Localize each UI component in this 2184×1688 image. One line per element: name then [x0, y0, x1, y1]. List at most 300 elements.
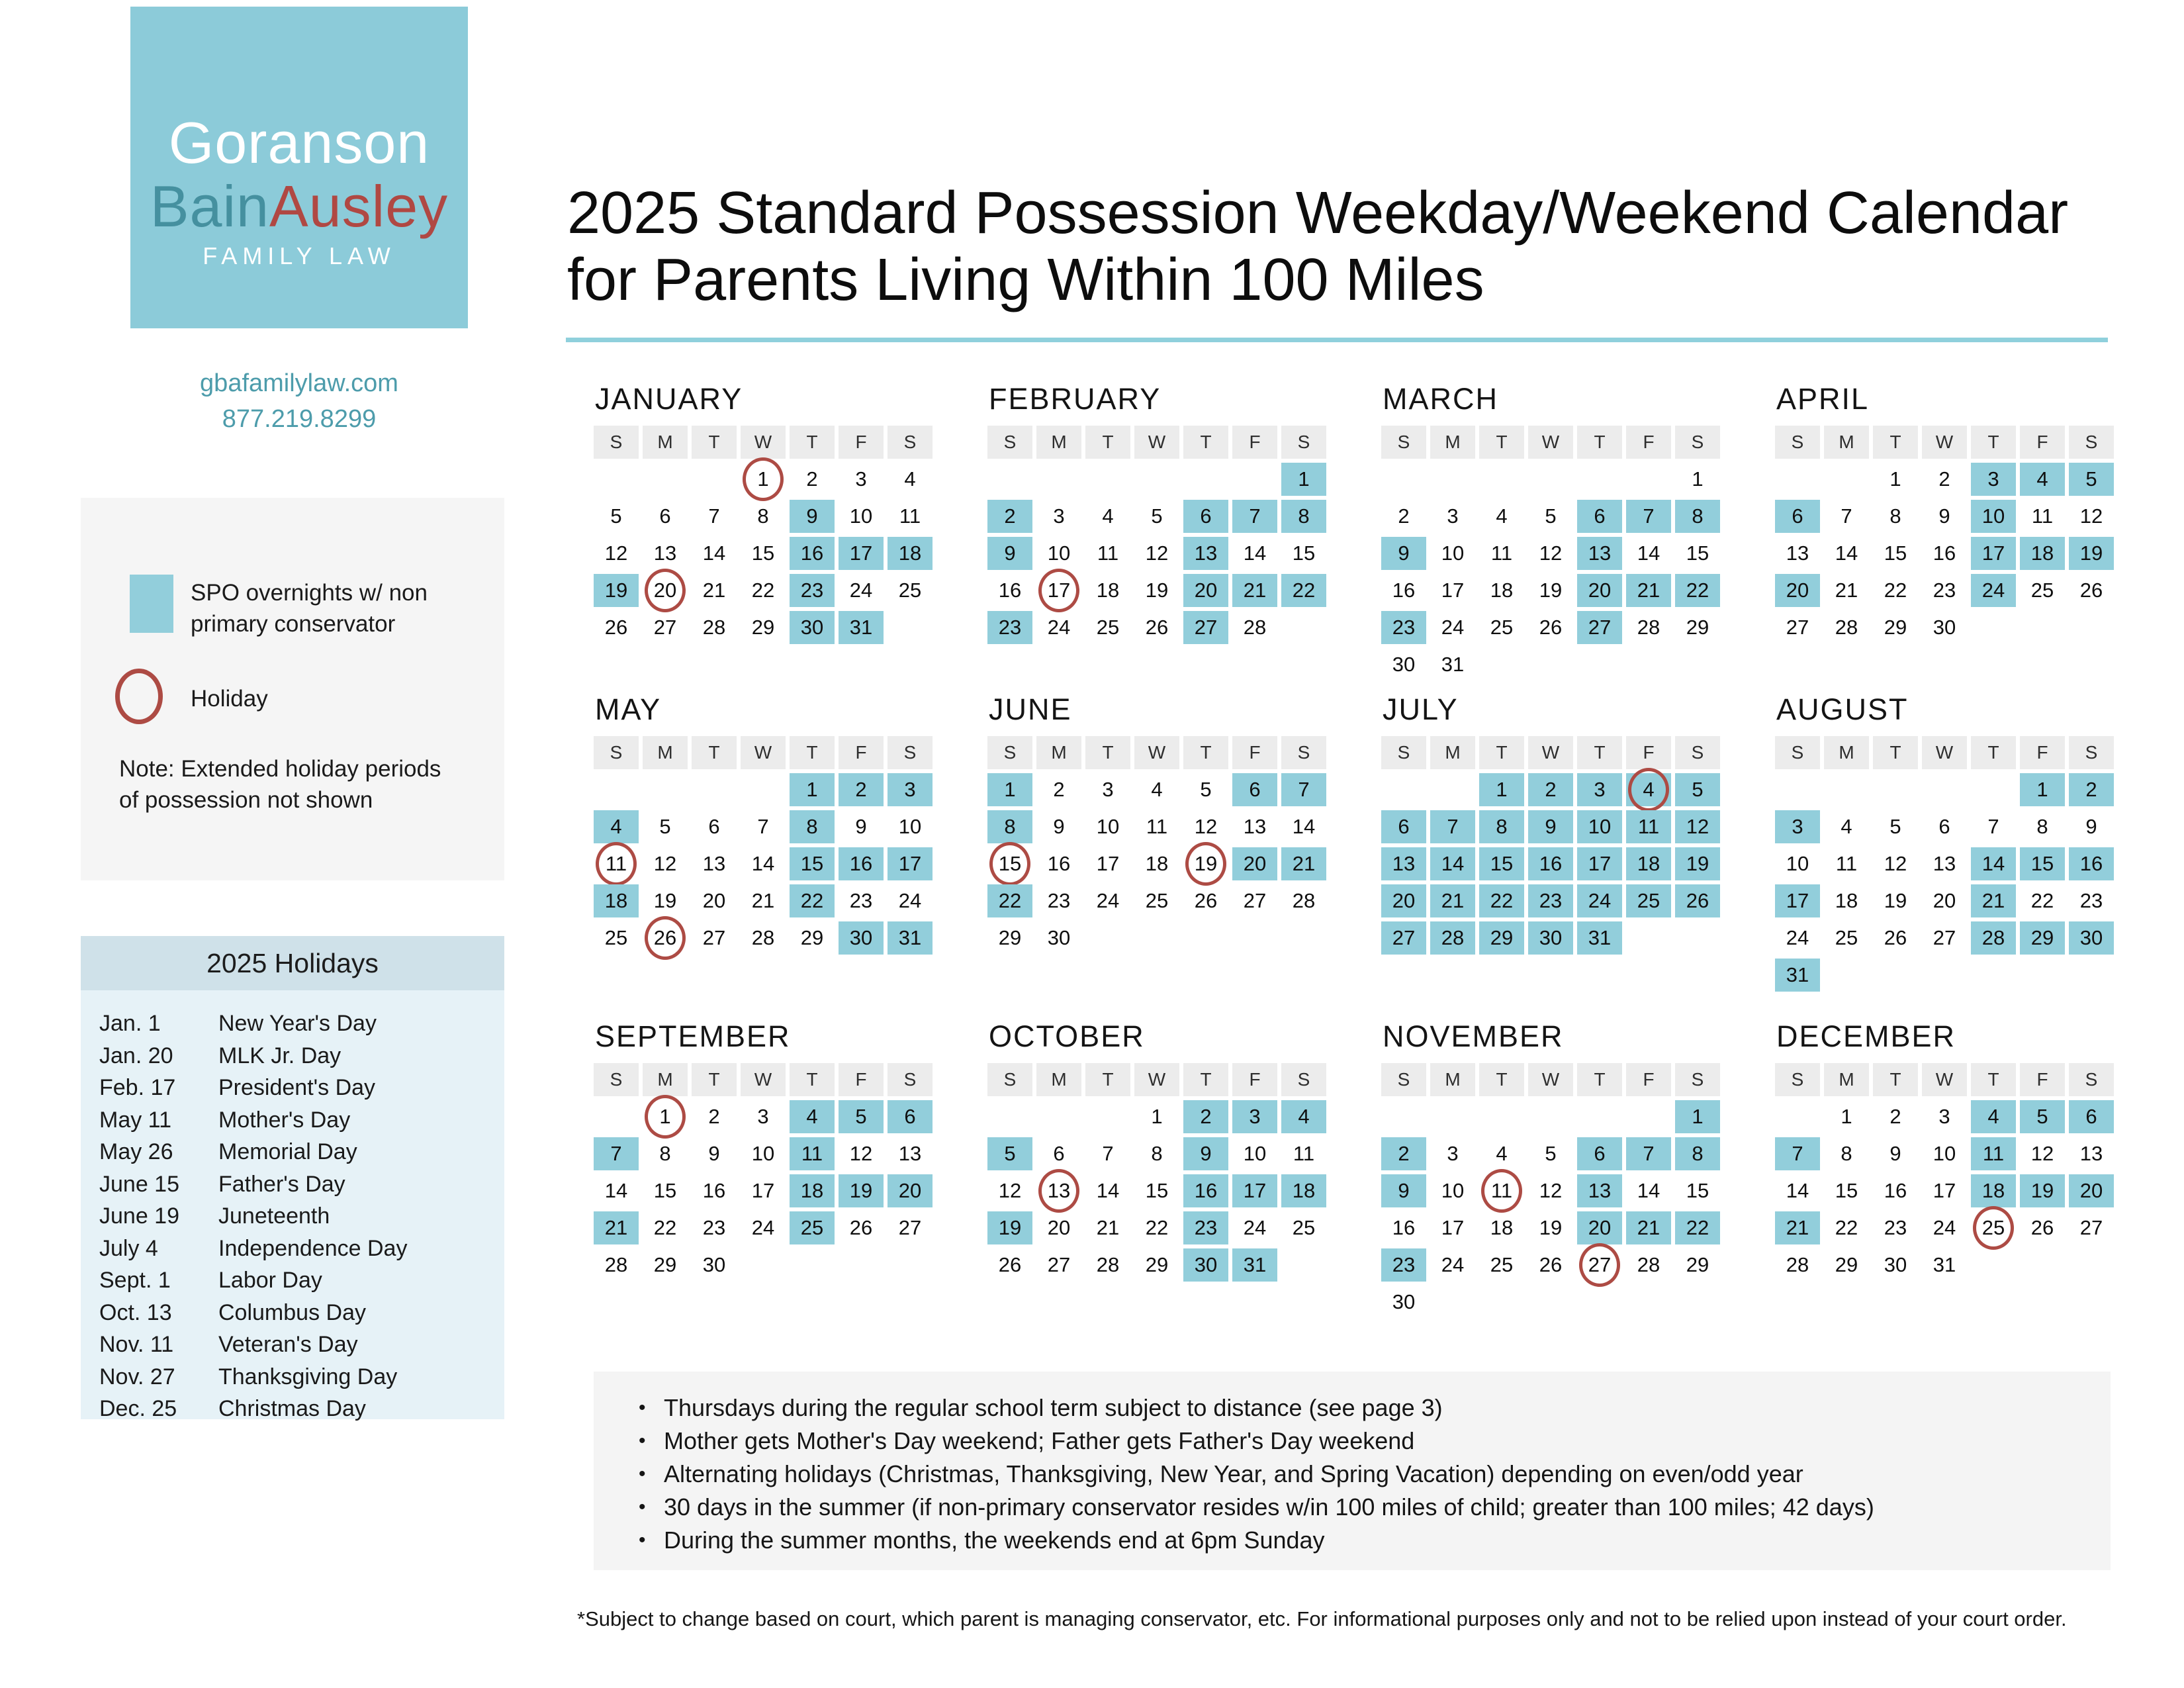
day-number: 1	[2036, 778, 2048, 801]
holiday-row	[99, 1040, 504, 1072]
day-number: 13	[898, 1142, 922, 1165]
weekday-header: T	[1873, 426, 1918, 459]
month-june	[987, 692, 1329, 955]
day-number: 1	[1889, 467, 1901, 491]
day-number: 9	[708, 1142, 720, 1165]
day-cell	[1085, 1211, 1130, 1244]
day-cell	[1675, 537, 1720, 570]
day-cell	[1381, 574, 1426, 607]
day-cell	[790, 921, 835, 955]
day-number: 8	[659, 1142, 671, 1165]
day-number: 4	[1987, 1105, 1999, 1128]
day-cell	[643, 1248, 688, 1282]
day-cell	[594, 1137, 639, 1170]
day-number: 10	[1441, 541, 1465, 565]
day-cell	[1232, 611, 1277, 644]
day-number: 7	[610, 1142, 622, 1165]
holiday-row	[99, 1168, 504, 1201]
day-cell	[1085, 574, 1130, 607]
weekday-header: W	[741, 1063, 786, 1096]
day-cell	[987, 574, 1032, 607]
day-cell	[2020, 884, 2065, 917]
day-cell	[2020, 1174, 2065, 1207]
day-cell	[692, 611, 737, 644]
day-number: 18	[1096, 579, 1120, 602]
day-number: 14	[1981, 852, 2005, 875]
day-cell	[839, 1137, 884, 1170]
weekday-header: S	[594, 1063, 639, 1096]
day-number: 21	[1835, 579, 1858, 602]
day-number: 26	[1194, 889, 1218, 912]
month-grid	[987, 1063, 1329, 1282]
empty-cell	[1626, 463, 1671, 496]
day-cell	[790, 611, 835, 644]
day-cell	[1528, 1137, 1573, 1170]
day-cell	[1873, 611, 1918, 644]
day-cell	[2069, 500, 2114, 533]
day-cell	[1873, 574, 1918, 607]
holidays-panel	[81, 936, 504, 1419]
day-cell	[1971, 1174, 2016, 1207]
empty-cell	[1824, 773, 1869, 806]
day-cell	[1577, 810, 1622, 843]
day-cell	[1183, 611, 1228, 644]
day-number: 22	[751, 579, 775, 602]
day-cell	[1528, 1211, 1573, 1244]
holiday-date: Oct. 13	[99, 1299, 172, 1325]
day-number: 25	[1490, 1253, 1514, 1276]
day-cell	[1134, 810, 1179, 843]
day-number: 4	[1496, 504, 1508, 528]
day-cell	[1085, 1248, 1130, 1282]
day-number: 10	[1047, 541, 1071, 565]
day-number: 3	[1594, 778, 1606, 801]
weekday-header: W	[1922, 736, 1967, 769]
weekday-header: W	[741, 736, 786, 769]
day-number: 27	[1588, 616, 1612, 639]
day-number: 10	[1096, 815, 1120, 838]
day-number: 5	[1692, 778, 1704, 801]
day-number: 24	[1441, 1253, 1465, 1276]
day-number: 7	[1447, 815, 1459, 838]
day-cell	[1036, 574, 1081, 607]
day-cell	[1577, 884, 1622, 917]
empty-cell	[1873, 773, 1918, 806]
month-grid	[987, 426, 1329, 644]
day-number: 19	[1884, 889, 1907, 912]
day-cell	[1922, 884, 1967, 917]
day-cell	[1134, 611, 1179, 644]
weekday-header: T	[1479, 736, 1524, 769]
day-number: 23	[2079, 889, 2103, 912]
day-cell	[1134, 847, 1179, 880]
holiday-circle-icon	[1038, 1169, 1079, 1213]
day-number: 16	[1392, 579, 1416, 602]
day-number: 26	[849, 1216, 873, 1239]
day-cell	[1626, 1174, 1671, 1207]
day-cell	[1085, 810, 1130, 843]
day-cell	[1528, 810, 1573, 843]
day-number: 14	[1096, 1179, 1120, 1202]
day-cell	[1824, 611, 1869, 644]
day-number: 21	[702, 579, 726, 602]
day-cell	[692, 847, 737, 880]
day-number: 19	[1194, 852, 1218, 875]
day-number: 6	[1792, 504, 1803, 528]
weekday-header: T	[1183, 1063, 1228, 1096]
day-number: 25	[1292, 1216, 1316, 1239]
weekday-header: F	[839, 736, 884, 769]
day-cell	[741, 1100, 786, 1133]
day-cell	[790, 1137, 835, 1170]
day-cell	[1430, 574, 1475, 607]
empty-cell	[1085, 1100, 1130, 1133]
day-number: 25	[1981, 1216, 2005, 1239]
day-cell	[2069, 1211, 2114, 1244]
day-cell	[987, 1174, 1032, 1207]
weekday-header: M	[1430, 1063, 1475, 1096]
day-cell	[1381, 884, 1426, 917]
day-cell	[1824, 1211, 1869, 1244]
day-number: 5	[1200, 778, 1212, 801]
holiday-row	[99, 1104, 504, 1137]
day-cell	[1824, 1100, 1869, 1133]
day-cell	[2069, 1174, 2114, 1207]
day-cell	[692, 884, 737, 917]
day-cell	[1183, 1100, 1228, 1133]
day-number: 15	[1292, 541, 1316, 565]
day-cell	[1824, 500, 1869, 533]
day-number: 14	[1637, 1179, 1661, 1202]
day-number: 21	[751, 889, 775, 912]
day-cell	[1775, 1248, 1820, 1282]
day-cell	[1479, 1248, 1524, 1282]
day-number: 4	[610, 815, 622, 838]
day-cell	[1085, 500, 1130, 533]
day-number: 12	[1194, 815, 1218, 838]
day-cell	[1873, 500, 1918, 533]
day-number: 22	[998, 889, 1022, 912]
empty-cell	[1085, 463, 1130, 496]
day-number: 14	[1441, 852, 1465, 875]
spo-highlight-swatch-icon	[130, 575, 173, 633]
day-cell	[1775, 959, 1820, 992]
weekday-header: W	[1134, 1063, 1179, 1096]
day-cell	[1381, 1286, 1426, 1319]
day-number: 29	[1686, 1253, 1709, 1276]
day-number: 20	[2079, 1179, 2103, 1202]
day-cell	[1775, 611, 1820, 644]
day-cell	[1626, 500, 1671, 533]
day-cell	[1528, 1174, 1573, 1207]
day-cell	[1922, 1211, 1967, 1244]
weekday-header: T	[1577, 736, 1622, 769]
day-number: 8	[1151, 1142, 1163, 1165]
day-number: 9	[1889, 1142, 1901, 1165]
day-number: 13	[653, 541, 677, 565]
spo-highlight-label-line1: SPO overnights w/ non	[191, 580, 428, 606]
weekday-header: F	[839, 426, 884, 459]
weekday-header: M	[643, 1063, 688, 1096]
weekday-header: M	[1824, 736, 1869, 769]
day-cell	[1528, 574, 1573, 607]
day-number: 15	[800, 852, 824, 875]
month-grid	[1381, 736, 1723, 955]
day-number: 17	[1096, 852, 1120, 875]
day-cell	[1922, 463, 1967, 496]
day-number: 18	[898, 541, 922, 565]
day-cell	[741, 884, 786, 917]
holiday-circle-icon	[645, 1095, 686, 1139]
day-cell	[1183, 537, 1228, 570]
day-number: 21	[1441, 889, 1465, 912]
day-number: 19	[849, 1179, 873, 1202]
empty-cell	[1183, 463, 1228, 496]
holiday-circle-icon	[1038, 569, 1079, 612]
day-number: 12	[653, 852, 677, 875]
day-number: 9	[1053, 815, 1065, 838]
day-cell	[1922, 611, 1967, 644]
footnote: *Subject to change based on court, which parent is managing conservator, etc. For informational purposes only and not to be relied upon instead of your court order.	[577, 1607, 2067, 1630]
day-cell	[1085, 611, 1130, 644]
day-number: 28	[604, 1253, 628, 1276]
day-cell	[1036, 773, 1081, 806]
day-cell	[1577, 1248, 1622, 1282]
day-cell	[1036, 921, 1081, 955]
day-cell	[1430, 921, 1475, 955]
day-cell	[1873, 1211, 1918, 1244]
month-grid	[594, 426, 935, 644]
page-title-line2: for Parents Living Within 100 Miles	[567, 247, 1484, 313]
day-number: 18	[1490, 579, 1514, 602]
day-number: 2	[1889, 1105, 1901, 1128]
day-cell	[887, 463, 933, 496]
weekday-header: M	[1824, 426, 1869, 459]
day-cell	[1381, 1211, 1426, 1244]
day-cell	[790, 463, 835, 496]
day-cell	[2020, 921, 2065, 955]
weekday-header: T	[1183, 426, 1228, 459]
day-cell	[2069, 1137, 2114, 1170]
day-cell	[692, 1248, 737, 1282]
day-cell	[1922, 574, 1967, 607]
day-cell	[1430, 1174, 1475, 1207]
day-cell	[1824, 1248, 1869, 1282]
month-title: APRIL	[1776, 382, 1870, 416]
day-number: 3	[1249, 1105, 1261, 1128]
holiday-circle-icon	[645, 916, 686, 960]
empty-cell	[1775, 463, 1820, 496]
day-number: 27	[653, 616, 677, 639]
day-number: 24	[849, 579, 873, 602]
day-number: 16	[702, 1179, 726, 1202]
day-cell	[1577, 611, 1622, 644]
day-number: 21	[1786, 1216, 1809, 1239]
day-number: 4	[1102, 504, 1114, 528]
day-number: 15	[751, 541, 775, 565]
day-cell	[594, 574, 639, 607]
day-number: 30	[1194, 1253, 1218, 1276]
day-cell	[1971, 537, 2016, 570]
day-cell	[1381, 611, 1426, 644]
day-cell	[1479, 574, 1524, 607]
day-cell	[1085, 884, 1130, 917]
day-cell	[1577, 1211, 1622, 1244]
day-cell	[887, 773, 933, 806]
weekday-header: M	[1824, 1063, 1869, 1096]
holiday-date: Jan. 1	[99, 1011, 161, 1036]
day-cell	[1036, 884, 1081, 917]
day-cell	[1922, 847, 1967, 880]
day-number: 6	[659, 504, 671, 528]
day-cell	[1577, 574, 1622, 607]
weekday-header: S	[1775, 426, 1820, 459]
day-cell	[1873, 884, 1918, 917]
day-number: 8	[2036, 815, 2048, 838]
day-number: 10	[1588, 815, 1612, 838]
day-cell	[1775, 884, 1820, 917]
day-cell	[1626, 537, 1671, 570]
weekday-header: T	[692, 1063, 737, 1096]
day-number: 14	[1292, 815, 1316, 838]
weekday-header: S	[2069, 426, 2114, 459]
month-grid	[1381, 1063, 1723, 1319]
empty-cell	[741, 773, 786, 806]
day-number: 19	[1539, 1216, 1563, 1239]
day-number: 20	[653, 579, 677, 602]
day-number: 18	[1637, 852, 1661, 875]
day-cell	[1430, 884, 1475, 917]
day-cell	[790, 847, 835, 880]
day-cell	[1675, 1211, 1720, 1244]
day-number: 9	[806, 504, 818, 528]
day-cell	[1775, 1211, 1820, 1244]
weekday-header: S	[1381, 736, 1426, 769]
day-cell	[741, 611, 786, 644]
weekday-header: W	[1922, 426, 1967, 459]
day-number: 4	[1496, 1142, 1508, 1165]
weekday-header: S	[1381, 426, 1426, 459]
day-number: 8	[1004, 815, 1016, 838]
empty-cell	[1381, 1100, 1426, 1133]
day-number: 31	[1933, 1253, 1956, 1276]
day-number: 11	[1097, 541, 1119, 565]
day-number: 21	[1096, 1216, 1120, 1239]
weekday-header: S	[987, 1063, 1032, 1096]
day-number: 26	[1539, 1253, 1563, 1276]
day-number: 12	[2030, 1142, 2054, 1165]
day-number: 30	[1884, 1253, 1907, 1276]
empty-cell	[1775, 773, 1820, 806]
day-number: 17	[1047, 579, 1071, 602]
weekday-header: M	[1430, 736, 1475, 769]
day-number: 27	[1194, 616, 1218, 639]
day-cell	[1430, 847, 1475, 880]
day-number: 1	[1692, 1105, 1704, 1128]
day-number: 24	[1981, 579, 2005, 602]
day-number: 16	[1194, 1179, 1218, 1202]
day-number: 11	[1293, 1142, 1315, 1165]
logo-name-ausley: Ausley	[269, 173, 449, 239]
month-january	[594, 382, 935, 644]
note-item: • Thursdays during the regular school term subject to distance (see page 3)	[635, 1391, 2084, 1425]
empty-cell	[1577, 1100, 1622, 1133]
day-cell	[692, 1137, 737, 1170]
day-number: 11	[2031, 504, 2054, 528]
day-cell	[790, 500, 835, 533]
weekday-header: S	[1381, 1063, 1426, 1096]
month-grid	[1775, 736, 2116, 992]
day-number: 24	[1243, 1216, 1267, 1239]
day-number: 7	[1298, 778, 1310, 801]
day-number: 6	[708, 815, 720, 838]
day-number: 14	[604, 1179, 628, 1202]
title-divider	[566, 338, 2108, 342]
holiday-date: May 26	[99, 1139, 173, 1164]
holiday-name: New Year's Day	[218, 1011, 377, 1036]
day-number: 23	[998, 616, 1022, 639]
day-cell	[887, 1137, 933, 1170]
day-number: 11	[605, 852, 627, 875]
day-cell	[1824, 537, 1869, 570]
day-cell	[1528, 500, 1573, 533]
day-number: 18	[1835, 889, 1858, 912]
day-cell	[1232, 500, 1277, 533]
day-number: 26	[1145, 616, 1169, 639]
spo-highlight-label-line2: primary conservator	[191, 611, 396, 637]
day-cell	[2020, 773, 2065, 806]
day-cell	[1430, 648, 1475, 681]
day-cell	[1675, 1174, 1720, 1207]
day-cell	[1824, 847, 1869, 880]
day-number: 25	[1145, 889, 1169, 912]
day-number: 26	[1539, 616, 1563, 639]
day-number: 1	[1004, 778, 1016, 801]
day-cell	[1824, 1137, 1869, 1170]
weekday-header: T	[1971, 736, 2016, 769]
day-cell	[1922, 810, 1967, 843]
day-cell	[1528, 1248, 1573, 1282]
day-cell	[839, 611, 884, 644]
day-number: 27	[1243, 889, 1267, 912]
day-number: 20	[1194, 579, 1218, 602]
day-cell	[643, 500, 688, 533]
day-number: 28	[1637, 616, 1661, 639]
day-cell	[1873, 463, 1918, 496]
day-number: 31	[849, 616, 873, 639]
day-cell	[1971, 1211, 2016, 1244]
day-number: 13	[1392, 852, 1416, 875]
day-number: 21	[1637, 579, 1661, 602]
day-cell	[1281, 884, 1326, 917]
month-title: SEPTEMBER	[595, 1019, 791, 1053]
holiday-row	[99, 1297, 504, 1329]
holiday-circle-icon	[1628, 768, 1669, 812]
day-cell	[790, 1211, 835, 1244]
day-number: 9	[1938, 504, 1950, 528]
day-number: 30	[1933, 616, 1956, 639]
day-cell	[1675, 500, 1720, 533]
day-cell	[1577, 847, 1622, 880]
day-cell	[594, 1211, 639, 1244]
day-cell	[1824, 1174, 1869, 1207]
day-cell	[1036, 537, 1081, 570]
day-cell	[1281, 537, 1326, 570]
holiday-date: Sept. 1	[99, 1268, 171, 1293]
day-cell	[1626, 810, 1671, 843]
day-number: 8	[1841, 1142, 1852, 1165]
day-number: 26	[653, 926, 677, 949]
